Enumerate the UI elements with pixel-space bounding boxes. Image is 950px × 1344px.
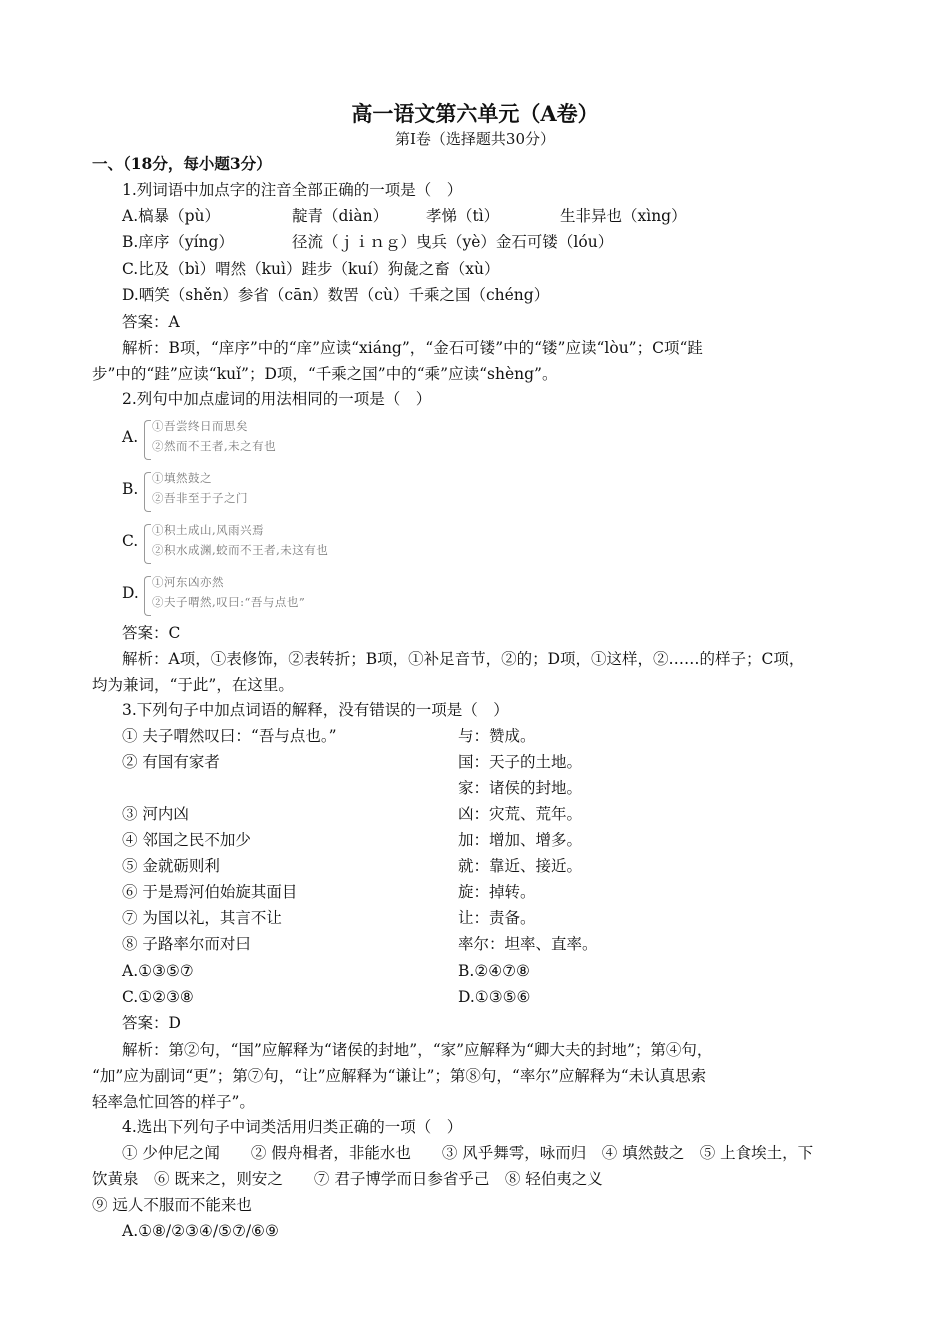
q3-sentence: ⑤ 金就砺则利: [122, 857, 220, 875]
q2-answer: 答案：C: [122, 624, 181, 642]
q3-explanation: 旋：掉转。: [458, 883, 536, 901]
q2-option-d-sentence-2: ②夫子喟然,叹曰:“吾与点也”: [152, 595, 306, 609]
q2-analysis-line1: 解析：A项，①表修饰，②表转折；B项，①补足音节，②的；D项，①这样，②……的样子；C项，: [122, 650, 805, 668]
q4-sentences-line1: ① 少仲尼之闻 ② 假舟楫者，非能水也 ③ 风乎舞雩，咏而归 ④ 填然鼓之 ⑤ 上食埃土，下: [122, 1144, 814, 1162]
page-subtitle: 第Ⅰ卷（选择题共30分）: [394, 130, 555, 148]
q3-explanation: 与：赞成。: [458, 727, 536, 745]
q1-option-a-4: 生非异也（xìng）: [560, 207, 687, 225]
q3-explanation: 家：诸侯的封地。: [458, 779, 583, 797]
q2-option-a-label: A.: [122, 428, 139, 446]
q3-sentence: ⑦ 为国以礼，其言不让: [122, 909, 282, 927]
q4-sentences-line3: ⑨ 远人不服而不能来也: [92, 1196, 252, 1214]
q3-sentence: ③ 河内凶: [122, 805, 189, 823]
q2-option-b-label: B.: [122, 480, 139, 498]
q1-analysis-line1: 解析：B项，“庠序”中的“庠”应读“xiáng”，“金石可镂”中的“镂”应读“lòu”；C项“跬: [122, 339, 703, 357]
q2-option-b-sentence-1: ①填然鼓之: [152, 471, 212, 485]
q3-analysis-line2: “加”应为副词“更”；第⑦句，“让”应解释为“谦让”；第⑧句，“率尔”应解释为“未认真思索: [92, 1067, 707, 1085]
q2-option-a-sentence-1: ①吾尝终日而思矣: [152, 419, 248, 433]
q2-option-c-sentence-1: ①积土成山,风雨兴焉: [152, 523, 265, 537]
page-title: 高一语文第六单元（A卷）: [351, 101, 599, 126]
brace-icon: [144, 576, 151, 616]
section-heading: 一、（18分，每小题3分）: [92, 154, 272, 173]
q3-explanation: 国：天子的土地。: [458, 753, 583, 771]
q2-option-c-label: C.: [122, 532, 139, 550]
q2-option-d-sentence-1: ①河东凶亦然: [152, 575, 224, 589]
q1-option-b-1: B.庠序（yíng）: [122, 233, 234, 251]
q1-option-b-2: 径流（ｊｉｎｇ）曳兵（yè）金石可镂（lóu）: [292, 233, 614, 251]
q3-sentence: ④ 邻国之民不加少: [122, 831, 251, 849]
q2-stem: 2.列句中加点虚词的用法相同的一项是（ ）: [122, 390, 432, 408]
q3-choice-c: C.①②③⑧: [122, 988, 194, 1006]
brace-icon: [144, 524, 151, 564]
q3-choice-d: D.①③⑤⑥: [458, 988, 531, 1006]
q3-stem: 3.下列句子中加点词语的解释，没有错误的一项是（ ）: [122, 701, 509, 719]
q1-answer: 答案：A: [122, 313, 180, 331]
q3-sentence: ⑥ 于是焉河伯始旋其面目: [122, 883, 298, 901]
q1-option-c: C.比及（bì）喟然（kuì）跬步（kuí）狗彘之畜（xù）: [122, 260, 500, 278]
q3-answer: 答案：D: [122, 1014, 181, 1032]
q1-option-a-3: 孝悌（tì）: [426, 207, 500, 225]
q2-option-d-label: D.: [122, 584, 139, 602]
q1-option-a-1: A.槁暴（pù）: [122, 207, 221, 225]
q3-explanation: 让：责备。: [458, 909, 536, 927]
q4-choice-a: A.①⑧/②③④/⑤⑦/⑥⑨: [122, 1222, 279, 1240]
q4-sentences-line2: 饮黄泉 ⑥ 既来之，则安之 ⑦ 君子博学而日参省乎己 ⑧ 轻伯夷之义: [92, 1170, 603, 1188]
q3-sentence: ⑧ 子路率尔而对曰: [122, 935, 251, 953]
q2-option-c-sentence-2: ②积水成渊,蛟而不王者,未这有也: [152, 543, 329, 557]
q3-explanation: 加：增加、增多。: [458, 831, 583, 849]
q3-choice-b: B.②④⑦⑧: [458, 962, 530, 980]
q4-stem: 4.选出下列句子中词类活用归类正确的一项（ ）: [122, 1118, 463, 1136]
brace-icon: [144, 420, 151, 460]
q3-sentence: ② 有国有家者: [122, 753, 220, 771]
q1-stem: 1.列词语中加点字的注音全部正确的一项是（ ）: [122, 181, 463, 199]
q3-analysis-line1: 解析：第②句，“国”应解释为“诸侯的封地”，“家”应解释为“卿大夫的封地”；第④句，: [122, 1041, 713, 1059]
q2-option-b-sentence-2: ②吾非至于子之门: [152, 491, 248, 505]
q1-analysis-line2: 步”中的“跬”应读“kuǐ”；D项，“千乘之国”中的“乘”应读“shèng”。: [92, 365, 558, 383]
q1-option-d: D.哂笑（shěn）参省（cān）数罟（cù）千乘之国（chéng）: [122, 286, 550, 304]
q3-analysis-line3: 轻率急忙回答的样子”。: [92, 1093, 255, 1111]
q1-option-a-2: 靛青（diàn）: [292, 207, 389, 225]
q3-sentence: ① 夫子喟然叹曰：“吾与点也。”: [122, 727, 337, 745]
q3-explanation: 就：靠近、接近。: [458, 857, 583, 875]
brace-icon: [144, 472, 151, 512]
q2-option-a-sentence-2: ②然而不王者,未之有也: [152, 439, 277, 453]
q3-explanation: 率尔：坦率、直率。: [458, 935, 598, 953]
q3-explanation: 凶：灾荒、荒年。: [458, 805, 583, 823]
q2-analysis-line2: 均为兼词，“于此”，在这里。: [92, 676, 294, 694]
q3-choice-a: A.①③⑤⑦: [122, 962, 194, 980]
